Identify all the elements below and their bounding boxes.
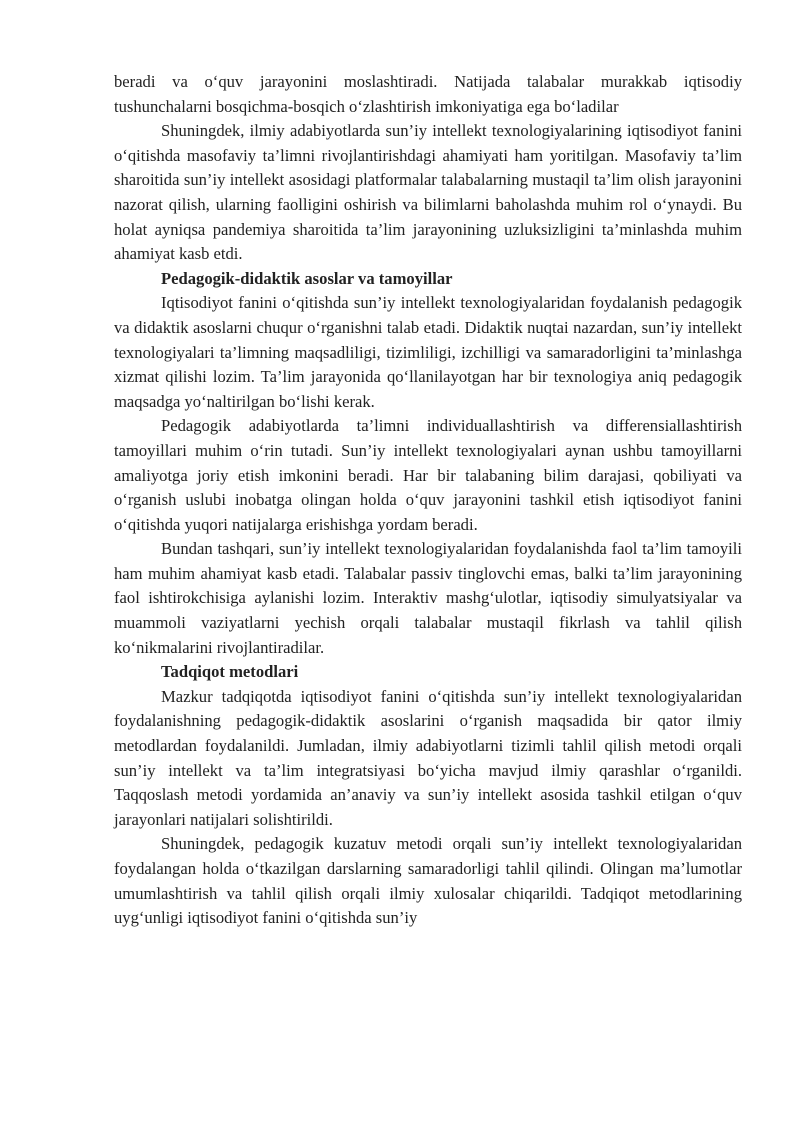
paragraph-didactic-basis: Iqtisodiyot fanini o‘qitishda sun’iy intellekt texnologiyalaridan foydalanish pedagogik va didaktik asoslarni chuqur o‘rganishni talab etadi. Didaktik nuqtai nazardan, sun’iy intellekt texnologiyalari ta’limning maqsadliligi, tizimliligi, izchilligi va samaradorligini ta’minlashga xizmat qilishi lozim. Ta’lim jarayonida qo‘llanilayotgan har bir texnologiya aniq pedagogik maqsadga yo‘naltirilgan bo‘lishi kerak. [114,293,742,411]
paragraph-research-methods: Mazkur tadqiqotda iqtisodiyot fanini o‘qitishda sun’iy intellekt texnologiyalaridan foydalanishning pedagogik-didaktik asoslarini o‘rganish maqsadida bir qator ilmiy metodlardan foydalanildi. Jumladan, ilmiy adabiyotlarni tizimli tahlil qilish metodi orqali sun’iy intellekt va ta’lim integratsiyasi bo‘yicha mavjud ilmiy qarashlar o‘rganildi. Taqqoslash metodi yordamida an’anaviy va sun’iy intellekt asosida tashkil etilgan o‘quv jarayonlari natijalari solishtirildi. [114,686,742,829]
paragraph-observation: Shuningdek, pedagogik kuzatuv metodi orqali sun’iy intellekt texnologiyalaridan foydalangan holda o‘tkazilgan darslarning samaradorligi tahlil qilindi. Olingan ma’lumotlar umumlashtirish va tahlil qilish orqali ilmiy xulosalar chiqarildi. Tadqiqot metodlarining uyg‘unligi iqtisodiyot fanini o‘qitishda sun’iy [114,834,742,928]
paragraph-distance-learning: Shuningdek, ilmiy adabiyotlarda sun’iy intellekt texnologiyalarining iqtisodiyot fanini o‘qitishda masofaviy ta’limni rivojlantirishdagi ahamiyati ham yoritilgan. Masofaviy ta’lim sharoitida sun’iy intellekt asosidagi platformalar talabalarning mustaqil ta’lim olish jarayonini nazorat qilish, ularning faolligini oshirish va bilimlarni baholashda muhim rol o‘ynaydi. Bu holat ayniqsa pandemiya sharoitida ta’lim jarayonining uzluksizligini ta’minlashda muhim ahamiyat kasb etdi. [114,121,742,264]
paragraph-active-learning: Bundan tashqari, sun’iy intellekt texnologiyalaridan foydalanishda faol ta’lim tamoyili ham muhim ahamiyat kasb etadi. Talabalar passiv tinglovchi emas, balki ta’lim jarayonining faol ishtirokchisiga aylanishi lozim. Interaktiv mashg‘ulotlar, iqtisodiy simulyatsiyalar va muammoli vaziyatlarni yechish orqali talabalar mustaqil fikrlash va tahlil qilish ko‘nikmalarini rivojlantiradilar. [114,539,742,657]
section-heading-principles: Pedagogik-didaktik asoslar va tamoyillar [161,268,453,288]
paragraph-individualization: Pedagogik adabiyotlarda ta’limni individuallashtirish va differensiallashtirish tamoyillari muhim o‘rin tutadi. Sun’iy intellekt texnologiyalari aynan ushbu tamoyillarni amaliyotga joriy etish imkonini beradi. Har bir talabaning bilim darajasi, qobiliyati va o‘rganish uslubi inobatga olingan holda o‘quv jarayonini tashkil etish iqtisodiyot fanini o‘qitishda yuqori natijalarga erishishga yordam beradi. [114,416,742,534]
section-heading-methods: Tadqiqot metodlari [161,662,299,682]
document-page [114,70,742,931]
paragraph-continuation: beradi va o‘quv jarayonini moslashtiradi. Natijada talabalar murakkab iqtisodiy tushunchalarni bosqichma-bosqich o‘zlashtirish imkoniyatiga ega bo‘ladilar [114,72,742,116]
